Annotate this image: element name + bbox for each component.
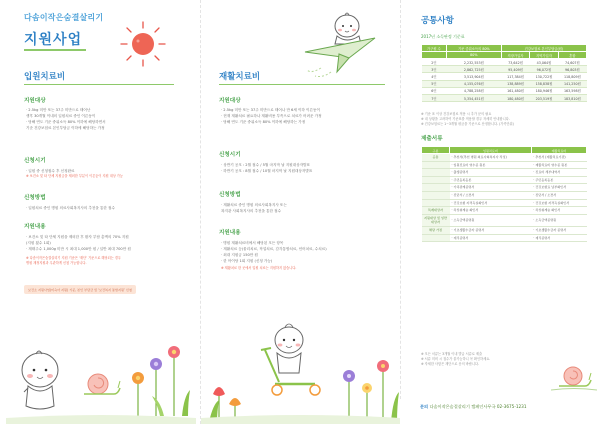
table-cell: · 주민등록등본: [531, 176, 586, 184]
table-cell: 161,480원: [501, 87, 529, 94]
table-header-cell: 입원치료비: [450, 147, 532, 154]
table-cell: 4인: [422, 73, 447, 80]
baby-paper-plane-illustration: [301, 4, 391, 84]
table-category-cell: [422, 234, 450, 242]
text-line: · 최대 지원금 150만 원: [221, 253, 258, 257]
middle-panel: [200, 0, 400, 424]
text-line: 기준 건강보험료 본인부담금 이하에 해당하는 가정: [26, 126, 105, 130]
section-rule: [219, 84, 385, 85]
table-cell: · 차상위계층 확인서: [531, 207, 586, 215]
content-notes: [26, 256, 121, 266]
table-row: [422, 191, 587, 199]
table-cell: · 재직증명서: [531, 234, 586, 242]
table-row: [422, 184, 587, 192]
table-header-cell: [422, 52, 447, 59]
table-cell: · 가족관계증명서: [450, 184, 532, 192]
table-cell: 96,803원: [558, 66, 586, 73]
method-lines: [26, 205, 115, 211]
table-category-cell: [422, 191, 450, 199]
table-cell: · 소득금액증명원: [450, 214, 532, 226]
note-line: ※ 모든 서류는 3개월 이내 발급 서류로 제출: [421, 352, 483, 356]
period-lines: [26, 168, 123, 179]
period-heading: 신청시기: [24, 158, 46, 164]
text-line: · 당해 연도 기준 중위소득 80% 이하에 해당하는 가정: [221, 120, 306, 124]
income-table: [421, 44, 587, 102]
content-lines: [221, 240, 327, 264]
table-header-cell: 가구원 수: [422, 45, 447, 52]
table-header-row: [422, 147, 587, 154]
table-header-cell: 재활치료비: [531, 147, 586, 154]
documents-table-body: [422, 154, 587, 242]
target-heading: 지원대상: [219, 98, 241, 104]
table-row: [422, 80, 587, 87]
content-heading: 지원내용: [219, 230, 241, 236]
text-line: · 재활치료 등(물리치료, 작업치료, 감각통합치료, 언어치료, 수치료): [221, 247, 327, 251]
note-line: ※ 자세한 사항은 재단으로 문의 바랍니다.: [421, 362, 480, 366]
text-line: (지원 횟수 1회): [26, 241, 51, 245]
note-line: ※ 내 상황을 고려하여 기준표를 적용할 경우 자세히 안내합니다.: [421, 117, 510, 121]
section-title-rehab: 재활치료비: [219, 72, 261, 82]
table-header-cell: 80%: [446, 52, 501, 59]
table-cell: 7인: [422, 94, 447, 101]
table-cell: 183,810원: [558, 94, 586, 101]
target-lines: [26, 107, 106, 131]
table-header-cell: 구분: [422, 147, 450, 154]
text-line: · 병원 재활치료비에서 해당된 모든 항목: [221, 241, 284, 245]
table-cell: 2,862,725원: [446, 66, 501, 73]
table-cell: 3인: [422, 66, 447, 73]
method-heading: 신청방법: [24, 195, 46, 201]
documents-table: [421, 146, 587, 242]
table-cell: 117,384원: [501, 73, 529, 80]
left-panel: [0, 0, 200, 424]
docs-heading: 제출서류: [421, 136, 443, 142]
note-line: ※ 서류 미비 시 접수가 불가능하니 꼭 확인하세요.: [421, 357, 491, 361]
table-cell: 138,889원: [501, 80, 529, 87]
table-cell: · 입원진료비 영수증 원본: [450, 161, 532, 169]
period-heading: 신청시기: [219, 152, 241, 158]
table-cell: 6인: [422, 87, 447, 94]
table-cell: · 소득금액증명원: [531, 214, 586, 226]
section-title-common: 공통사항: [421, 16, 454, 26]
table-row: [422, 207, 587, 215]
baby-snail-illustration: [6, 316, 196, 424]
text-line: 생후 30개월 이내의 입원치료 중인 이른둥이: [26, 114, 96, 118]
income-table-body: [422, 59, 587, 102]
table-cell: 95,409원: [501, 66, 529, 73]
table-category-cell: [422, 184, 450, 192]
income-notes: [421, 112, 514, 127]
text-line: · 상반기 공모 : 2월 접수 / 5월 마지막 날 지원대상자발표: [221, 163, 310, 167]
table-cell: 3,513,904원: [446, 73, 501, 80]
table-cell: 118,809원: [558, 73, 586, 80]
table-category-cell: 특례대상자: [422, 207, 450, 215]
table-cell: 130,722원: [530, 73, 558, 80]
table-cell: 74,607원: [558, 59, 586, 66]
right-panel: [400, 0, 600, 424]
table-cell: 5,354,451원: [446, 94, 501, 101]
text-line: · 2.5kg 미만 또는 37주 미만으로 태어난: [26, 108, 91, 112]
table-row: [422, 226, 587, 234]
table-cell: 5인: [422, 80, 447, 87]
snail-illustration: [551, 360, 597, 394]
note-box: 보건소 지원사업(미숙아 지원) 기준, 본인 부담금 및 ‘보건복지 통합지원’ 신청: [24, 285, 136, 294]
table-row: [422, 234, 587, 242]
note-line: 병원 재정지원과 무관하게 신청 가능합니다.: [26, 261, 87, 265]
note-line: ※ 다솜이작은숨결살리기 지원 기준은 ‘재단’ 기준으로 해당되는 경우: [26, 256, 121, 260]
text-line: · 당해 연도 기준 중위소득 80% 이하에 해당하면서: [26, 120, 106, 124]
text-line: 복지관 사회복지사의 추천을 통한 접수: [221, 209, 282, 213]
table-category-cell: [422, 176, 450, 184]
table-header-cell: 지역가입자: [530, 52, 558, 59]
table-row: [422, 161, 587, 169]
period-note: ※ 보건소 및 타 단체 지원금을 제외한 부분이 이른둥이 지원 대상 가능: [26, 174, 123, 178]
table-category-cell: [422, 169, 450, 177]
table-row: [422, 87, 587, 94]
title-underline: [24, 49, 86, 51]
section-title-inpatient: 입원치료비: [24, 72, 66, 82]
table-category-cell: [422, 199, 450, 207]
table-cell: 180,946원: [530, 87, 558, 94]
table-category-cell: 지원대상 및 일반대상자: [422, 214, 450, 226]
target-lines: [221, 107, 322, 125]
table-cell: 180,480원: [501, 94, 529, 101]
table-header-cell: 건강보험료 본인부담금(원): [501, 45, 586, 52]
income-caption: 2017년 소득판정 기준표: [421, 34, 465, 39]
target-heading: 지원대상: [24, 98, 46, 104]
table-cell: 4,788,258원: [446, 87, 501, 94]
table-cell: · 출생증명서: [450, 169, 532, 177]
table-cell: · 진단서 / 소견서: [450, 191, 532, 199]
method-lines: [221, 202, 287, 214]
docs-notes: [421, 352, 490, 367]
text-line: · 2.5kg 미만 또는 37주 미만으로 태어나 만 6세 이하 이른둥이: [221, 108, 320, 112]
table-cell: 4,155,076원: [446, 80, 501, 87]
table-cell: · 추천서(추천 병원 의료사회복지사 작성): [450, 154, 532, 162]
table-row: [422, 214, 587, 226]
table-cell: · 기초생활수급자 증명서: [450, 226, 532, 234]
table-row: [422, 59, 587, 66]
table-cell: 163,598원: [558, 87, 586, 94]
note-line: ※ 재활치료 한 곳에서 입원 치료는 지원하지 않습니다.: [221, 266, 297, 270]
table-cell: · 진료비 세부내역서: [531, 169, 586, 177]
table-row: [422, 94, 587, 101]
flower-cluster: [343, 360, 399, 422]
table-cell: · 재직증명서: [450, 234, 532, 242]
table-row: [422, 169, 587, 177]
text-line: · 현재 재활치료 필요하나 재활비용 부족으로 치료가 어려운 가정: [221, 114, 322, 118]
table-cell: · 건강보험 자격득실확인서: [450, 199, 532, 207]
text-line: · 보건소 및 타 단체 지원을 제외한 후 환자 부담 총액의 70% 지원: [26, 235, 129, 239]
table-row: [422, 66, 587, 73]
table-cell: · 건강보험료 납부확인서: [531, 184, 586, 192]
table-cell: 2인: [422, 59, 447, 66]
table-cell: 96,072원: [530, 66, 558, 73]
sun-illustration: [118, 20, 168, 68]
method-heading: 신청방법: [219, 192, 241, 198]
section-rule: [24, 84, 174, 85]
baby-scooter-illustration: [201, 300, 400, 424]
brand-title: 지원사업: [24, 32, 83, 48]
table-cell: · 재활치료비 영수증 원본: [531, 161, 586, 169]
table-row: [422, 154, 587, 162]
text-line: · 하반기 공모 : 8월 접수 / 10월 마지막 날 지원대상자발표: [221, 169, 313, 173]
table-cell: 73,642원: [501, 59, 529, 66]
table-subheader-row: [422, 52, 587, 59]
period-lines: [221, 162, 312, 174]
table-cell: · 기초생활수급자 증명서: [531, 226, 586, 234]
table-header-row: [422, 45, 587, 52]
table-cell: 2,232,553원: [446, 59, 501, 66]
text-line: · 입원치료 중인 병원 의료사회복지사의 추천을 통한 접수: [26, 206, 115, 210]
table-header-cell: 혼합: [558, 52, 586, 59]
footer-contact-text: 다솜이작은숨결살리기 캠페인사무국 02-3675-1231: [429, 404, 527, 409]
table-cell: 141,250원: [558, 80, 586, 87]
content-lines: [26, 234, 131, 252]
table-header-cell: 직장가입자: [501, 52, 529, 59]
content-notes: [221, 266, 296, 271]
flower-cluster: [132, 346, 190, 416]
text-line: · 한 아이당 1회 지원 (신청 가능): [221, 259, 273, 263]
contact-footer: [420, 404, 527, 410]
table-header-cell: 기준 중위소득의 80%: [446, 45, 501, 52]
table-cell: 43,064원: [530, 59, 558, 66]
table-row: [422, 176, 587, 184]
table-cell: · 진단서 / 소견서: [531, 191, 586, 199]
table-cell: · 추천서 (재활치료기관): [531, 154, 586, 162]
table-category-cell: [422, 161, 450, 169]
table-category-cell: 공통: [422, 154, 450, 162]
table-row: [422, 199, 587, 207]
brand-subtitle: 다솜이작은숨결살리기: [24, 13, 104, 22]
note-line: ※ 건강보험료는 1~3개월 평균을 기준으로 산정합니다. (가족단위): [421, 122, 514, 126]
text-line: · 입원 중 신청접수 후 신청완료: [26, 169, 75, 173]
text-line: · 재태주수 1,000g 미만 시 최대 1,000만 원 / 일반 최대 700만 원: [26, 247, 131, 251]
note-line: ※ 기준 표 이상 건강보험료 적용 시 추가 문의 필요: [421, 112, 492, 116]
content-heading: 지원내용: [24, 224, 46, 230]
table-cell: · 차상위계층 확인서: [450, 207, 532, 215]
table-row: [422, 73, 587, 80]
table-cell: 203,519원: [530, 94, 558, 101]
table-cell: · 건강보험 자격득실확인서: [531, 199, 586, 207]
text-line: · 재활치료 중인 병원 의료사회복지사 또는: [221, 203, 287, 207]
table-cell: · 주민등록등본: [450, 176, 532, 184]
table-category-cell: 해당 가정: [422, 226, 450, 234]
table-cell: 158,838원: [530, 80, 558, 87]
footer-label: 문의: [420, 404, 429, 409]
